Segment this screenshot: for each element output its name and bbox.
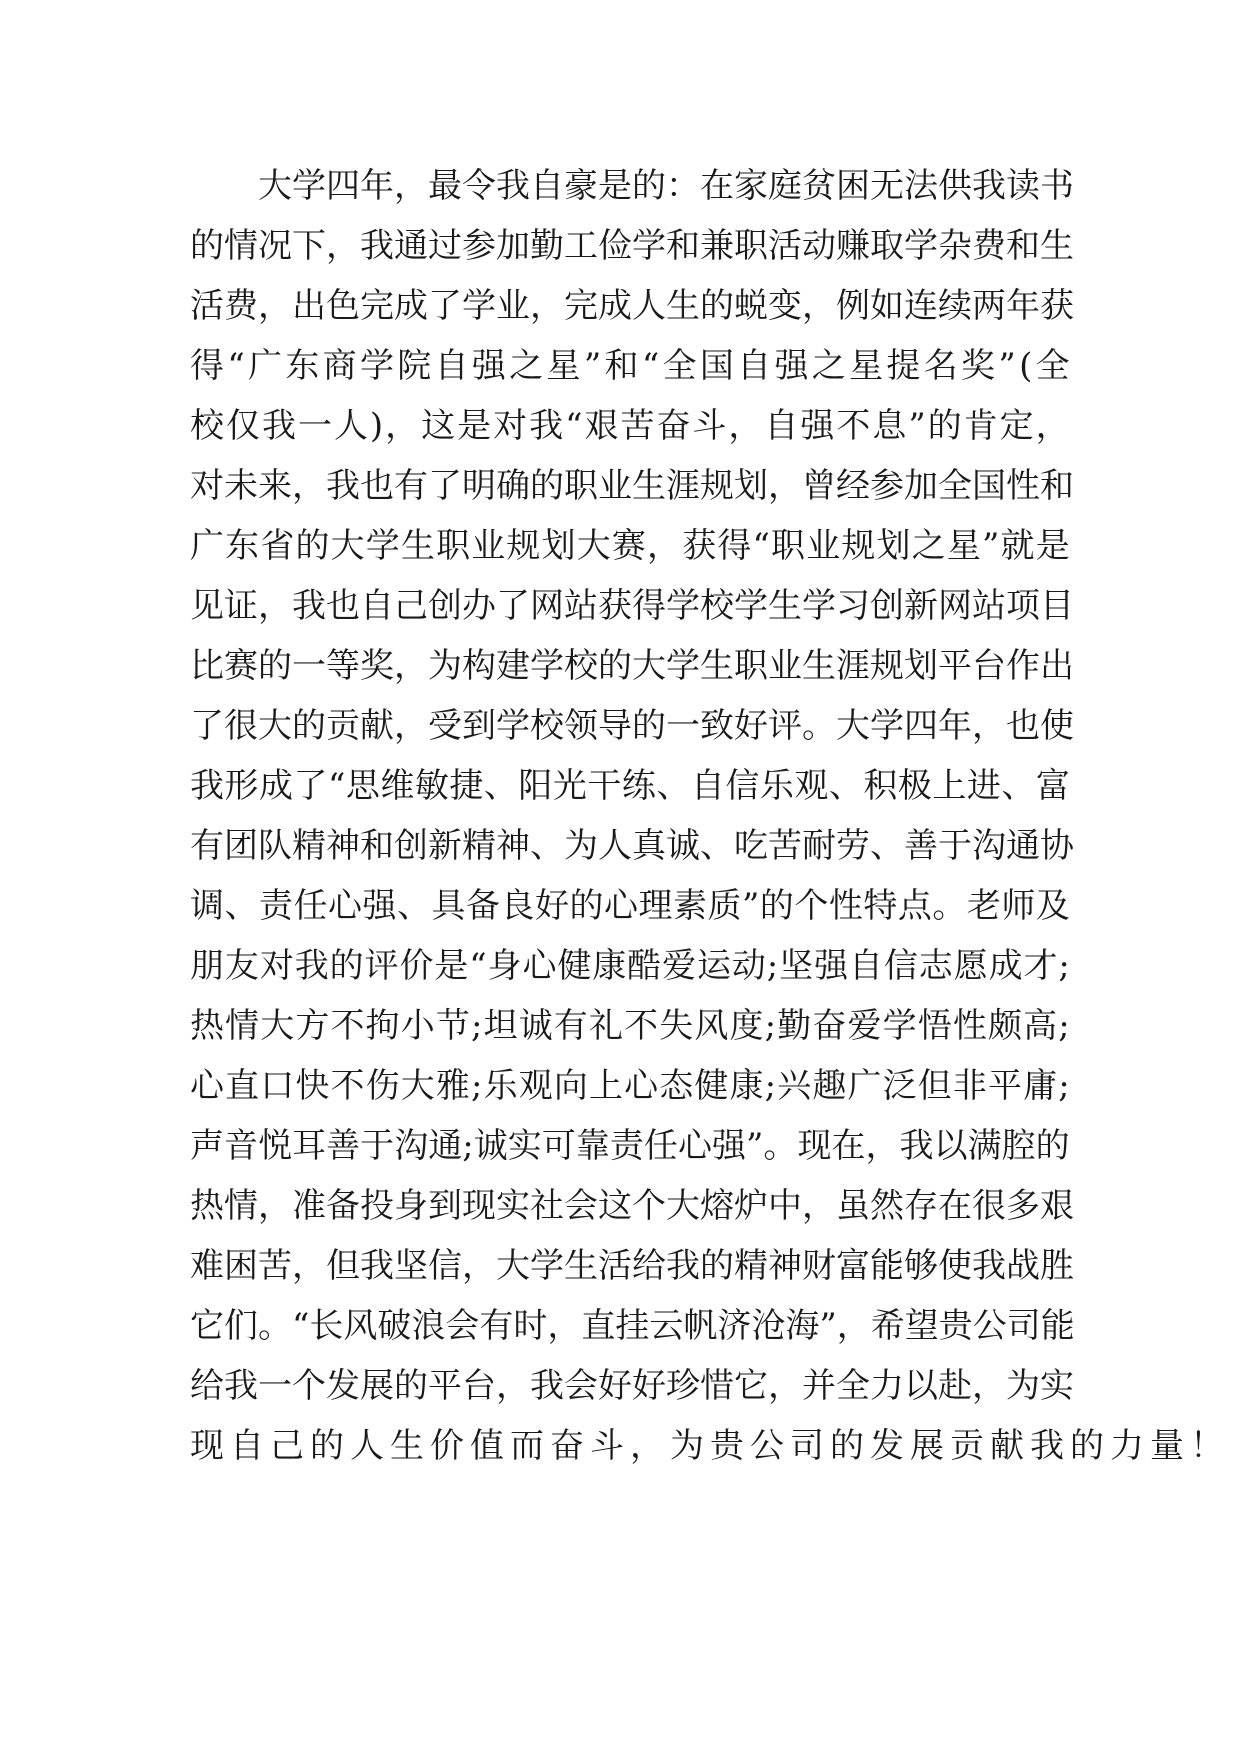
text-line: 有 团 队 精 神 和 创 新 精 神 、 为 人 真 诚 、 吃 苦 耐 劳 、 善 于 沟 通 协 bbox=[190, 826, 1074, 866]
text-line: 调 、 责 任 心 强 、 具 备 良 好 的 心 理 素 质 ” 的 个 性 特 点 。 老 师 及 bbox=[190, 886, 1070, 926]
text-line: 大 学 四 年 ， 最 令 我 自 豪 是 的 ： 在 家 庭 贫 困 无 法 供 我 读 书 bbox=[258, 166, 1074, 206]
text-line: 给 我 一 个 发 展 的 平 台 ， 我 会 好 好 珍 惜 它 ， 并 全 力 以 赴 ， 为 实 bbox=[190, 1366, 1074, 1406]
text-line: 它 们 。 “ 长 风 破 浪 会 有 时 ， 直 挂 云 帆 济 沧 海 ” ， 希 望 贵 公 司 能 bbox=[190, 1306, 1075, 1346]
text-line: 朋 友 对 我 的 评 价 是 “ 身 心 健 康 酷 爱 运 动 ; 坚 强 自 信 志 愿 成 才 ; bbox=[190, 946, 1070, 986]
text-line: 校 仅 我 一 人 ) ， 这 是 对 我 “ 艰 苦 奋 斗 ， 自 强 不 息 ” 的 肯 定 ， bbox=[190, 406, 1070, 446]
text-line: 对 未 来 ， 我 也 有 了 明 确 的 职 业 生 涯 规 划 ， 曾 经 参 加 全 国 性 和 bbox=[190, 466, 1074, 506]
text-line: 声 音 悦 耳 善 于 沟 通 ; 诚 实 可 靠 责 任 心 强 ” 。 现 在 ， 我 以 满 腔 的 bbox=[190, 1126, 1070, 1166]
text-line: 广 东 省 的 大 学 生 职 业 规 划 大 赛 ， 获 得 “ 职 业 规 划 之 星 ” 就 是 bbox=[190, 526, 1070, 566]
text-line: 得 “ 广 东 商 学 院 自 强 之 星 ” 和 “ 全 国 自 强 之 星 提 名 奖 ” ( 全 bbox=[190, 346, 1070, 386]
text-line: 热 情 大 方 不 拘 小 节 ; 坦 诚 有 礼 不 失 风 度 ; 勤 奋 爱 学 悟 性 颇 高 ; bbox=[190, 1006, 1070, 1046]
text-line: 活 费 ， 出 色 完 成 了 学 业 ， 完 成 人 生 的 蜕 变 ， 例 如 连 续 两 年 获 bbox=[190, 286, 1074, 326]
text-line: 见 证 ， 我 也 自 己 创 办 了 网 站 获 得 学 校 学 生 学 习 创 新 网 站 项 目 bbox=[190, 586, 1074, 626]
text-line: 我 形 成 了 “ 思 维 敏 捷 、 阳 光 干 练 、 自 信 乐 观 、 积 极 上 进 、 富 bbox=[190, 766, 1070, 806]
text-line: 难 困 苦 ， 但 我 坚 信 ， 大 学 生 活 给 我 的 精 神 财 富 能 够 使 我 战 胜 bbox=[190, 1246, 1074, 1286]
text-line: 的 情 况 下 ， 我 通 过 参 加 勤 工 俭 学 和 兼 职 活 动 赚 取 学 杂 费 和 生 bbox=[190, 226, 1074, 266]
text-line: 比 赛 的 一 等 奖 ， 为 构 建 学 校 的 大 学 生 职 业 生 涯 规 划 平 台 作 出 bbox=[190, 646, 1074, 686]
text-line: 心 直 口 快 不 伤 大 雅 ; 乐 观 向 上 心 态 健 康 ; 兴 趣 广 泛 但 非 平 庸 ; bbox=[190, 1066, 1070, 1106]
text-line: 热 情 ， 准 备 投 身 到 现 实 社 会 这 个 大 熔 炉 中 ， 虽 然 存 在 很 多 艰 bbox=[190, 1186, 1074, 1226]
text-line: 了 很 大 的 贡 献 ， 受 到 学 校 领 导 的 一 致 好 评 。 大 学 四 年 ， 也 使 bbox=[190, 706, 1074, 746]
text-line: 现 自 己 的 人 生 价 值 而 奋 斗 ， 为 贵 公 司 的 发 展 贡 献 我 的 力 量 ！ bbox=[190, 1426, 1224, 1466]
